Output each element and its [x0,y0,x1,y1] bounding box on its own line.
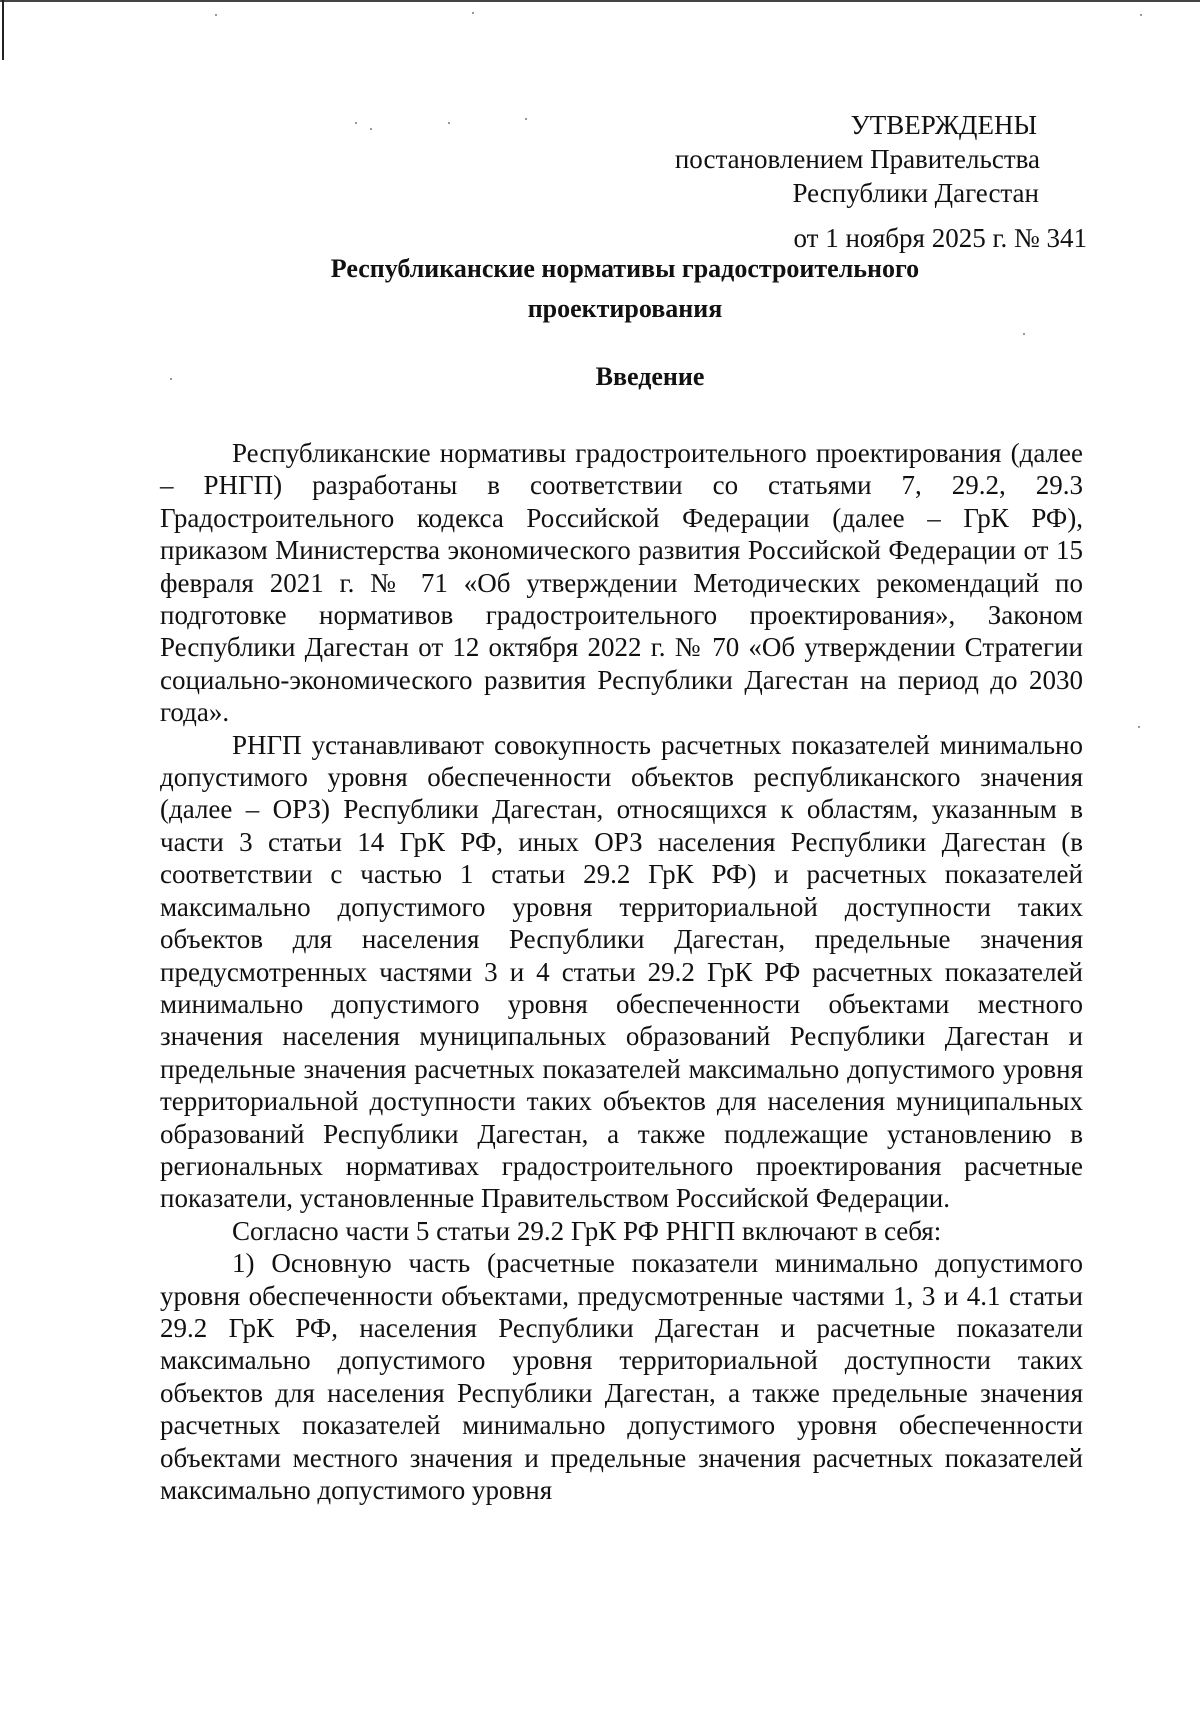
republic-label: Республики Дагестан [792,178,1039,208]
document-body [160,437,1083,1506]
scan-speck [1023,333,1025,335]
paragraph: Республиканские нормативы градостроительного проектирования (далее – РНГП) разработаны в соответствии со статьями 7, 29.2, 29.3 Градостроительного кодекса Российской Федерации (далее – ГрК РФ), приказом Министерства экономического развития Российской Федерации от 15 февраля 2021 г. № 71 «Об утверждении Методических рекомендаций по подготовке нормативов градостроительного проектирования», Законом Республики Дагестан от 12 октября 2022 г. № 70 «Об утверждении Стратегии социально-экономического развития Республики Дагестан на период до 2030 года». [160,438,1083,728]
approval-stamp [674,108,1087,255]
scan-speck [1140,14,1142,16]
scan-speck [448,122,450,124]
scan-speck [472,12,474,14]
paragraph: РНГП устанавливают совокупность расчетных показателей минимально допустимого уровня обеспеченности объектов республиканского значения (далее – ОРЗ) Республики Дагестан, относящихся к областям, указанным в части 3 статьи 14 ГрК РФ, иных ОРЗ населения Республики Дагестан (в соответствии с частью 1 статьи 29.2 ГрК РФ) и расчетных показателей максимально допустимого уровня территориальной доступности таких объектов для населения Республики Дагестан, предельные значения предусмотренных частями 3 и 4 статьи 29.2 ГрК РФ расчетных показателей минимально допустимого уровня обеспеченности объектами местного значения населения муниципальных образований Республики Дагестан и предельные значения расчетных показателей максимально допустимого уровня территориальной доступности таких объектов для населения муниципальных образований Республики Дагестан, а также подлежащие установлению в региональных нормативах градостроительного проектирования расчетные показатели, установленные Правительством Российской Федерации. [160,729,1083,1214]
paragraph: Согласно части 5 статьи 29.2 ГрК РФ РНГП включают в себя: [232,1215,942,1246]
resolution-label: постановлением Правительства [674,144,1040,174]
scan-speck [215,14,217,16]
section-title: Введение [595,362,705,391]
scan-speck [525,118,527,120]
approved-label: УТВЕРЖДЕНЫ [850,110,1037,140]
scan-edge-left [2,0,4,60]
resolution-date-number: от 1 ноября 2025 г. № 341 [793,223,1087,253]
scan-speck [355,122,357,124]
scan-speck [1138,726,1140,728]
scan-speck [370,128,372,130]
paragraph: 1) Основную часть (расчетные показатели минимально допустимого уровня обеспеченности объектами, предусмотренные частями 1, 3 и 4.1 статьи 29.2 ГрК РФ, населения Республики Дагестан и расчетные показатели максимально допустимого уровня территориальной доступности таких объектов для населения Республики Дагестан, а также предельные значения расчетных показателей минимально допустимого уровня обеспеченности объектами местного значения и предельные значения расчетных показателей максимально допустимого уровня [160,1248,1083,1505]
scan-edge-top [0,0,1200,2]
document-title: Республиканские нормативы градостроительного проектирования [330,254,920,323]
scan-speck [170,378,172,380]
